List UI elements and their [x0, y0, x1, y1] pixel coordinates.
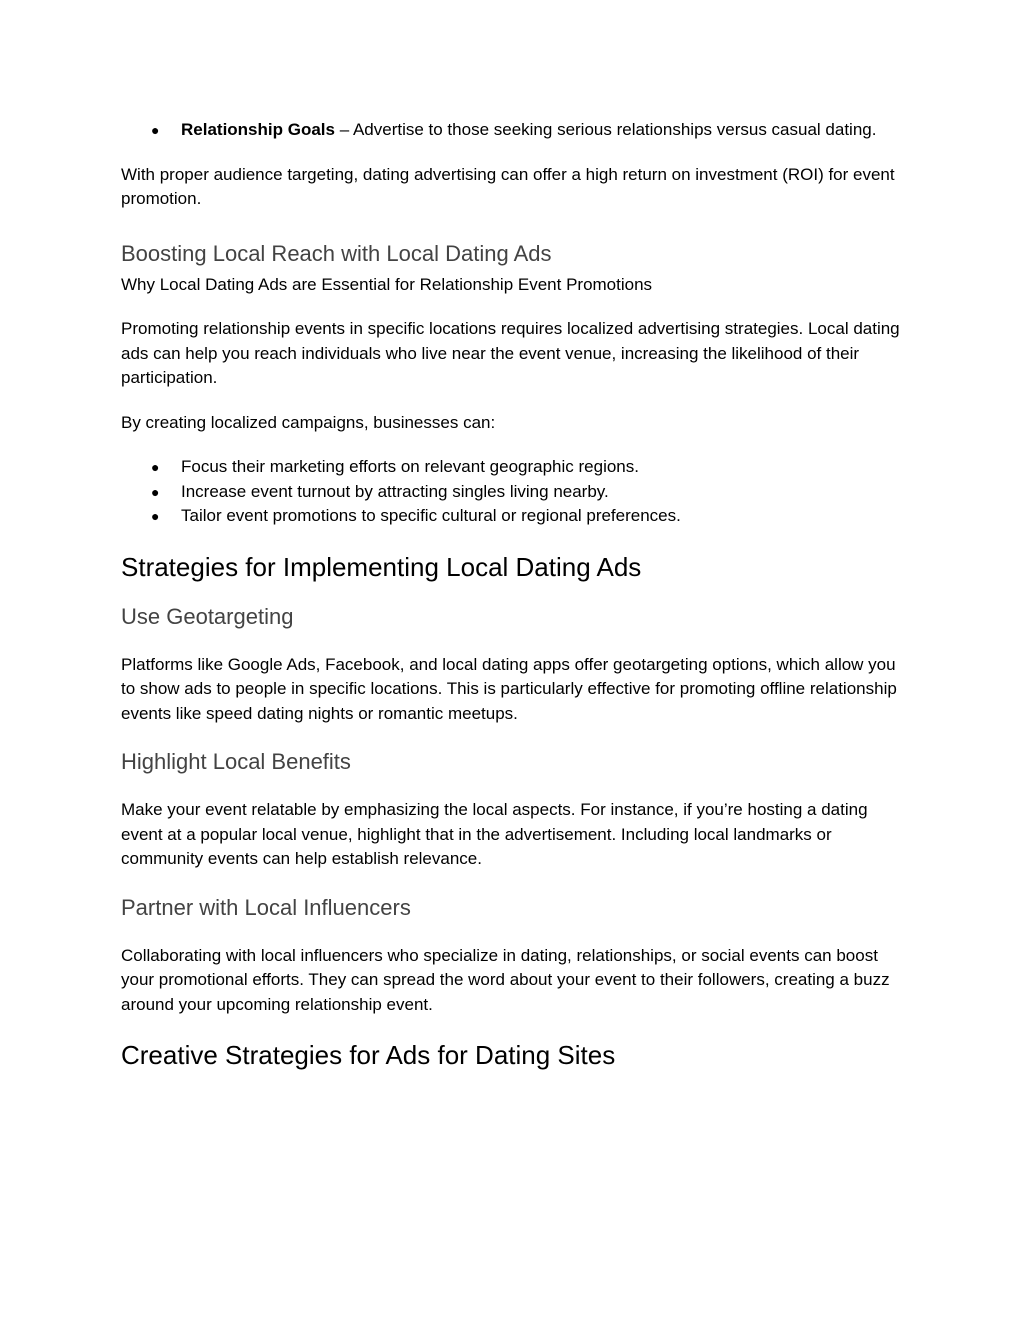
bullet-icon: ● [151, 459, 160, 475]
list-item [121, 118, 901, 143]
geotargeting-paragraph: Platforms like Google Ads, Facebook, and local dating apps offer geotargeting options, which allow you to show ads to people in specific locations. This is particularly effective for promoting offline relationship events like speed dating nights or romantic meetups. [121, 654, 897, 723]
subsection-heading-local-benefits: Highlight Local Benefits [121, 749, 351, 774]
bullet-icon: ● [151, 508, 160, 524]
roi-paragraph: With proper audience targeting, dating advertising can offer a high return on investment (ROI) for event promotion. [121, 164, 895, 208]
section-subheading-local-reach: Why Local Dating Ads are Essential for Relationship Event Promotions [121, 274, 653, 294]
section-heading-local-reach: Boosting Local Reach with Local Dating Ads [121, 240, 552, 266]
intro-bullet-list [121, 118, 901, 143]
list-item [121, 455, 901, 480]
list-item-bold-label: Relationship Goals [181, 120, 335, 139]
list-item-text: Focus their marketing efforts on relevant geographic regions. [181, 457, 639, 476]
local-reach-paragraph: Promoting relationship events in specific locations requires localized advertising strategies. Local dating ads can help you reach individuals who live near the event venue, increasing the likelihood of their participation. [121, 319, 900, 387]
list-item-text: Tailor event promotions to specific cultural or regional preferences. [181, 506, 681, 525]
local-reach-lead-in: By creating localized campaigns, businesses can: [121, 412, 496, 432]
local-reach-bullet-list [121, 455, 901, 529]
section-heading-creative: Creative Strategies for Ads for Dating Sites [121, 1040, 616, 1070]
local-benefits-paragraph: Make your event relatable by emphasizing the local aspects. For instance, if you’re hosting a dating event at a popular local venue, highlight that in the advertisement. Including local landmarks or community events can help establish relevance. [121, 800, 868, 868]
document-content [121, 118, 901, 1072]
list-item-text: – Advertise to those seeking serious relationships versus casual dating. [334, 120, 877, 139]
list-item [121, 504, 901, 529]
section-heading-strategies: Strategies for Implementing Local Dating Ads [121, 551, 642, 582]
bullet-icon: ● [151, 483, 160, 500]
list-item [121, 480, 901, 505]
subsection-heading-geotargeting: Use Geotargeting [121, 603, 294, 629]
influencers-paragraph: Collaborating with local influencers who specialize in dating, relationships, or social events can boost your promotional efforts. They can spread the word about your event to their followers, creating a buzz around your upcoming relationship event. [121, 945, 890, 1014]
bullet-icon: ● [151, 122, 160, 138]
subsection-heading-influencers: Partner with Local Influencers [121, 894, 411, 920]
list-item-text: Increase event turnout by attracting singles living nearby. [181, 481, 609, 501]
